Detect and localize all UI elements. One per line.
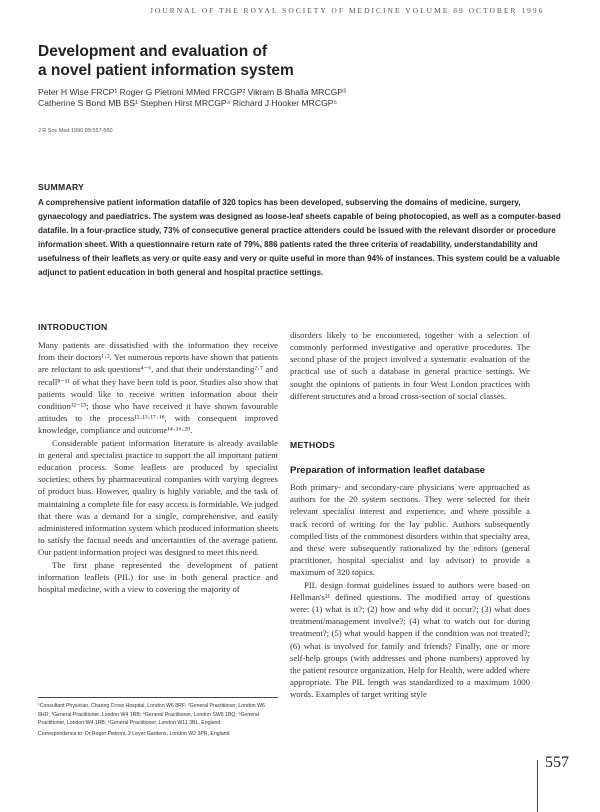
footnotes — [38, 702, 278, 738]
methods-heading: METHODS — [290, 440, 336, 450]
intro-paragraph-1: Many patients are dissatisfied with the information they receive from their doctors¹·². Yet numerous reports have shown that patients are reluctant to ask questions⁴⁻⁶, and that their understanding²·⁷ and recall⁸⁻¹¹ of what they have been told is poor. Studies also show that patients would like to receive written information about their condition¹²⁻¹⁵; those who have received it have shown favourable attitudes to the process¹²·¹³·¹⁷·¹⁸, with consequent improved knowledge, compliance and outcome¹⁴·¹⁶·²⁰. — [38, 340, 278, 436]
methods-paragraph-1: Both primary- and secondary-care physicians were approached as authors for the 20 system sections. They were selected for their relevant specialist interest and experience, and where possible a track record of writing for the lay public. Authors subsequently compiled lists of the commonest disorders within that specialty area, and these were subsequently rationalized by the editors (general practitioner, hospital specialist and lay advisor) to provide a maximum of 320 topics. — [290, 482, 530, 578]
page-number-rule — [537, 760, 538, 812]
summary-heading: SUMMARY — [38, 182, 85, 192]
running-head: JOURNAL OF THE ROYAL SOCIETY OF MEDICINE VOLUME 89 OCTOBER 1996 — [150, 6, 545, 15]
methods-paragraph-2: PIL design format guidelines issued to authors were based on Hellman's²¹ defined questions. The modified array of questions were: (1) what is it?; (2) how and why did it occur?; (3) what does treatment/management involve?; (4) what to watch out for during treatment?; (5) what would happen if the condition was not treated?; (6) what is involved for family and friends? Finally, one or more self-help groups (with addresses and phone numbers) approved by the patient resource organization, Help for Health, were added where appropriate. The PIL length was standardized to a maximum 1000 words. Examples of target writing style — [290, 579, 530, 700]
footnote-divider — [38, 697, 278, 698]
correspondence-footnote: Correspondence to: Dr Roger Pietroni, 2 Leyer Gardens, London W2 3PR, England — [38, 730, 230, 737]
article-title — [38, 42, 458, 80]
introduction-heading: INTRODUCTION — [38, 322, 108, 332]
summary-text: A comprehensive patient information datafile of 320 topics has been developed, subserving the domains of medicine, surgery, gynaecology and paediatrics. The system was designed as loose-leaf sheets capable of being photocopied, as well as a computer-based datafile. In a four-practice study, 73% of consecutive general practice attenders could be issued with the relevant disorder or procedure information sheet. With a questionnaire return rate of 79%, 886 patients rated the three criteria of readability, understandability and usefulness of their leaflets as very or quite easy and very or quite useful in more than 94% of instances. This system could be a valuable adjunct to patient education in both general and hospital practice settings. — [38, 198, 561, 278]
title-line-1: Development and evaluation of — [38, 43, 268, 60]
methods-body — [290, 481, 530, 701]
citation: J R Soc Med 1996;89:557-560 — [38, 128, 113, 134]
intro-paragraph-2: Considerable patient information literature is already available in general and specialist practice to support the all important patient education process. Some leaflets are produced by specialist societies; others by pharmaceutical companies with varying degrees of product bias. However, quality is highly variable, and the task of maintaining a complete file for easy access is formidable. We judged that there was a demand for a single, comprehensive, and easily administered information system which produced information sheets to satisfy the factual needs and uncertainties of the average patient. Our patient information project was designed to meet this need. — [38, 437, 278, 558]
intro-paragraph-3: The first phase represented the development of patient information leaflets (PIL) for use in both general practice and hospital medicine, with a view to covering the majority of — [38, 559, 278, 595]
title-line-2: a novel patient information system — [38, 62, 294, 79]
intro-paragraph-3-continued: disorders likely to be encountered, together with a selection of commonly performed investigative and operative procedures. The second phase of the project involved a systematic evaluation of the practical use of such a database in general practice settings. We sought the opinions of patients in four West London practices with different structures and a broad cross-section of social classes. — [290, 329, 530, 401]
authors-line-1: Peter H Wise FRCP¹ Roger G Pietroni MMed FRCGP² Vikram B Bhalla MRCGP³ — [38, 87, 346, 97]
introduction-body — [38, 339, 278, 595]
authors-line-2: Catherine S Bond MB BS¹ Stephen Hirst MRCGP⁴ Richard J Hooker MRCGP⁵ — [38, 98, 338, 108]
page-number: 557 — [545, 754, 569, 771]
introduction-continuation — [290, 320, 530, 411]
methods-subheading: Preparation of information leaflet database — [290, 465, 486, 476]
author-list — [38, 87, 558, 109]
affiliations-footnote: ¹Consultant Physician, Charing Cross Hospital, London W6 8RF; ²General Practitioner, London W6 8HD; ³General Practitioner, London W4 1RB; ⁴General Practitioner, London SW6 1BQ; ⁵General Practitioner, London W4 1RB; ⁶General Practitioner, London W11 3BL, England — [38, 703, 265, 727]
